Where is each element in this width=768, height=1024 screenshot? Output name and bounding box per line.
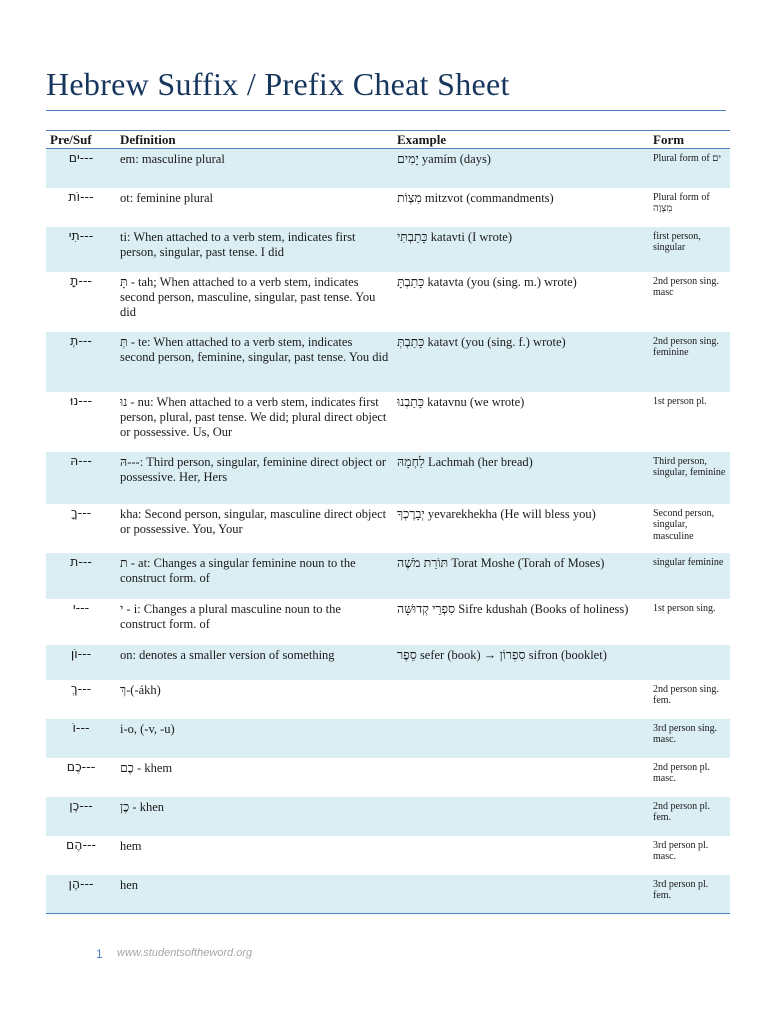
- example-cell: כָּתַבְתִּי katavti (I wrote): [393, 227, 649, 272]
- example-cell: כָּתַבְנוּ katavnu (we wrote): [397, 394, 525, 409]
- table-row: [46, 227, 730, 272]
- presuf-cell: ---כֶן: [46, 797, 116, 836]
- table-row: [46, 875, 730, 914]
- presuf-cell: ---נוּ: [70, 392, 92, 408]
- definition-cell: ךְ-(-ákh): [120, 682, 161, 697]
- form-cell: Plural form of מִצְוָה: [653, 191, 710, 214]
- table-row: [46, 392, 730, 452]
- example-cell: [393, 875, 649, 914]
- presuf-cell: ---כֶם: [66, 758, 96, 774]
- page-number: 1: [96, 947, 103, 961]
- table-row: [46, 719, 730, 758]
- form-cell: 2nd person pl. masc.: [653, 761, 710, 784]
- definition-cell: on: denotes a smaller version of something: [116, 645, 393, 680]
- example-cell: סִפְרֵי קְדוּשָּׁה Sifre kdushah (Books of holiness): [397, 601, 629, 616]
- presuf-cell: ---ךָ: [70, 504, 92, 520]
- form-cell: 3rd person pl. fem.: [649, 875, 730, 914]
- definition-cell: נוּ - nu: When attached to a verb stem, indicates first person, plural, past tense. We did; plural direct object or possessive. Us, Our: [120, 394, 387, 439]
- example-cell: [393, 836, 649, 875]
- form-cell: 3rd person pl. masc.: [653, 839, 709, 862]
- title-divider: [46, 110, 726, 111]
- table-row: [46, 680, 730, 719]
- form-cell: 2nd person sing. masc: [653, 275, 719, 298]
- table-row: [46, 332, 730, 392]
- table-row: [46, 553, 730, 599]
- example-cell: כָּתַבְתְּ katavt (you (sing. f.) wrote): [393, 332, 649, 392]
- form-cell: 1st person sing.: [653, 602, 716, 614]
- header-definition: Definition: [116, 131, 393, 149]
- example-cell: כָּתַבְתָּ katavta (you (sing. m.) wrote): [397, 274, 577, 289]
- presuf-cell: ---הֶן: [46, 875, 116, 914]
- footer-website: www.studentsoftheword.org: [117, 947, 253, 959]
- presuf-cell: ---ךְ: [70, 680, 92, 696]
- example-cell: יְבָרֶכְךָ yevarekhekha (He will bless you): [397, 506, 596, 521]
- definition-cell: תָּ - tah; When attached to a verb stem, indicates second person, masculine, singular, past tense. You did: [120, 274, 376, 319]
- presuf-cell: ---וֹ: [46, 719, 116, 758]
- definition-cell: י - i: Changes a plural masculine noun to the construct form. of: [120, 601, 341, 631]
- table-row: [46, 645, 730, 680]
- table-row: [46, 758, 730, 797]
- definition-cell: i-o, (-v, -u): [116, 719, 393, 758]
- form-cell: Third person, singular, feminine: [649, 452, 730, 504]
- example-cell: [393, 719, 649, 758]
- table-row: [46, 149, 730, 188]
- table-row: [46, 836, 730, 875]
- definition-cell: כֶן - khen: [116, 797, 393, 836]
- header-form: Form: [649, 131, 730, 149]
- page-title: Hebrew Suffix / Prefix Cheat Sheet: [46, 66, 510, 102]
- definition-cell: הּ---: Third person, singular, feminine direct object or possessive. Her, Hers: [116, 452, 393, 504]
- form-cell: 2nd person sing. feminine: [649, 332, 730, 392]
- table-row: [46, 504, 730, 553]
- example-cell: יָמִים yamím (days): [393, 149, 649, 188]
- table-row: [46, 188, 730, 227]
- example-cell: [393, 797, 649, 836]
- example-cell: [393, 758, 649, 797]
- definition-cell: hen: [116, 875, 393, 914]
- presuf-cell: ---הּ: [46, 452, 116, 504]
- table-header-row: [46, 131, 730, 149]
- header-example: Example: [393, 131, 649, 149]
- presuf-cell: ---וֹן: [46, 645, 116, 680]
- example-cell: מִצְוֹת mitzvot (commandments): [397, 190, 554, 205]
- presuf-cell: ---תִי: [46, 227, 116, 272]
- presuf-cell: ---י: [72, 599, 90, 615]
- table-row: [46, 452, 730, 504]
- table-row: [46, 599, 730, 645]
- definition-cell: kha: Second person, singular, masculine direct object or possessive. You, Your: [120, 506, 387, 536]
- table-row: [46, 797, 730, 836]
- form-cell: Plural form of ים: [649, 149, 730, 188]
- presuf-cell: ---הֶם: [66, 836, 96, 852]
- presuf-cell: ---ת: [46, 553, 116, 599]
- form-cell: singular feminine: [649, 553, 730, 599]
- table-row: [46, 272, 730, 332]
- example-cell: [393, 680, 649, 719]
- cheat-sheet-table: [46, 130, 730, 914]
- form-cell: Second person, singular, masculine: [653, 507, 715, 542]
- definition-cell: תְּ - te: When attached to a verb stem, indicates second person, feminine, singular, past tense. You did: [116, 332, 393, 392]
- example-cell: סֵפֶר sefer (book) → סִפְרוֹן sifron (booklet): [393, 645, 649, 680]
- form-cell: 2nd person sing. fem.: [653, 683, 719, 706]
- definition-cell: ת - at: Changes a singular feminine noun to the construct form. of: [116, 553, 393, 599]
- definition-cell: ot: feminine plural: [120, 190, 214, 205]
- form-cell: [649, 645, 730, 680]
- definition-cell: כֶם - khem: [120, 760, 173, 775]
- definition-cell: hem: [120, 838, 142, 853]
- form-cell: 3rd person sing. masc.: [649, 719, 730, 758]
- presuf-cell: ---תְ: [46, 332, 116, 392]
- example-cell: לַחְמָהּ Lachmah (her bread): [393, 452, 649, 504]
- presuf-cell: ---תָ: [70, 272, 92, 288]
- form-cell: first person, singular: [649, 227, 730, 272]
- definition-cell: em: masculine plural: [116, 149, 393, 188]
- header-presuf: Pre/Suf: [46, 131, 116, 149]
- form-cell: 2nd person pl. fem.: [649, 797, 730, 836]
- form-cell: 1st person pl.: [653, 395, 707, 407]
- definition-cell: ti: When attached to a verb stem, indicates first person, singular, past tense. I did: [116, 227, 393, 272]
- presuf-cell: ---וֹת: [68, 188, 94, 204]
- example-cell: תּוֹרַת מֹשֶׁה Torat Moshe (Torah of Moses): [393, 553, 649, 599]
- presuf-cell: ---ים: [46, 149, 116, 188]
